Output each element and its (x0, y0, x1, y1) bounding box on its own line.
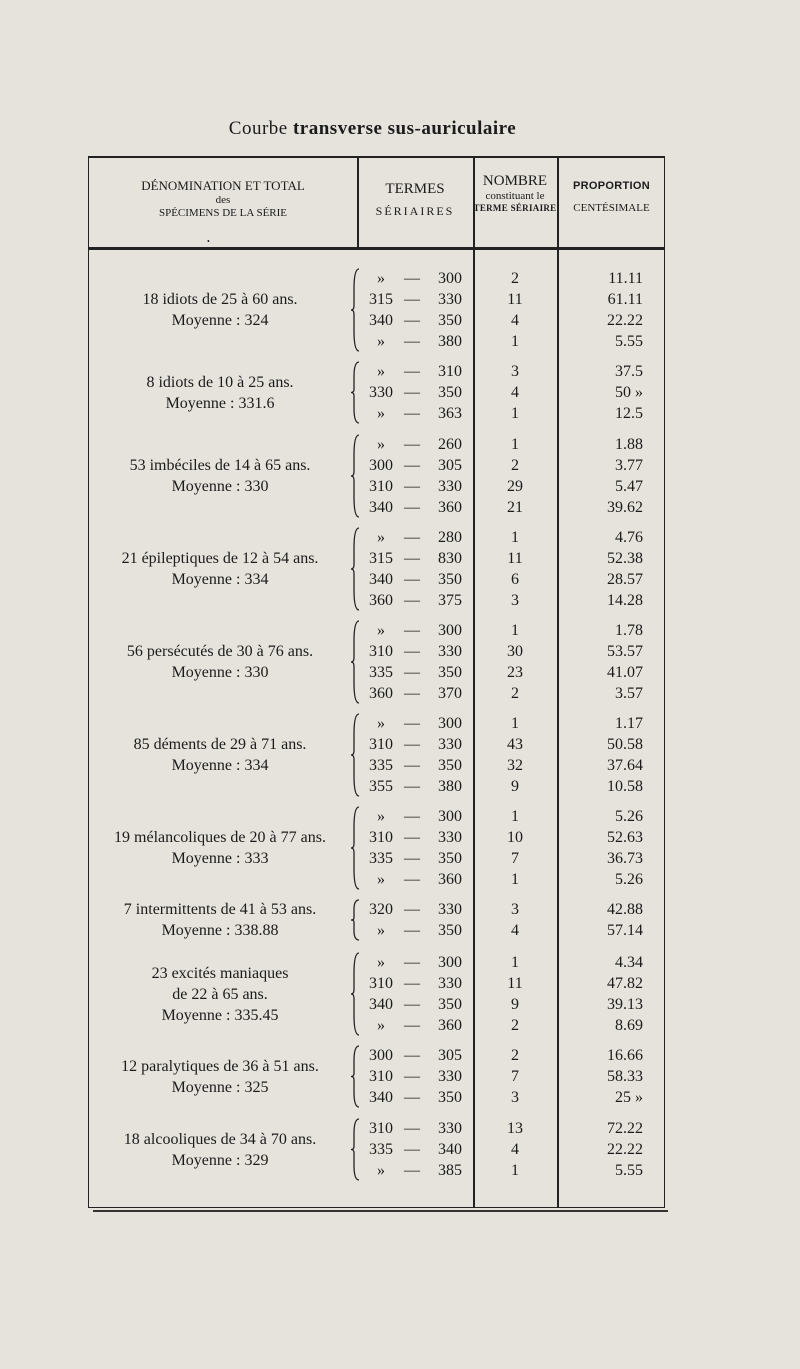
term-start: 310 (369, 1120, 393, 1137)
table-row (89, 755, 664, 776)
term-start: » (377, 363, 385, 380)
term-end: 330 (438, 975, 462, 992)
term-start: » (377, 808, 385, 825)
percent-value: 14.28 (607, 592, 643, 609)
group-name: 23 excités maniaques (151, 964, 289, 982)
group-moyenne: Moyenne : 334 (171, 571, 269, 588)
term-start: » (377, 436, 385, 453)
count-value: 1 (511, 871, 519, 888)
table-row (89, 734, 664, 755)
range-dash: — (404, 736, 420, 753)
range-dash: — (404, 529, 420, 546)
count-value: 9 (511, 778, 519, 795)
table-row (89, 869, 664, 890)
term-end: 350 (438, 922, 462, 939)
table-header (89, 158, 664, 250)
count-value: 3 (511, 363, 519, 380)
term-start: 355 (369, 778, 393, 795)
percent-value: 22.22 (607, 312, 643, 329)
range-dash: — (404, 405, 420, 422)
term-end: 330 (438, 478, 462, 495)
group-name: 53 imbéciles de 14 à 65 ans. (129, 457, 311, 474)
count-value: 4 (511, 384, 519, 401)
table-row (89, 806, 664, 827)
range-dash: — (404, 664, 420, 681)
term-end: 330 (438, 901, 462, 918)
range-dash: — (404, 622, 420, 639)
table-row (89, 289, 664, 310)
range-dash: — (404, 757, 420, 774)
count-value: 2 (511, 1017, 519, 1034)
table-row (89, 973, 664, 994)
table-row (89, 1139, 664, 1160)
term-start: 335 (369, 1141, 393, 1158)
range-dash: — (404, 954, 420, 971)
table-row (89, 848, 664, 869)
table-row (89, 1066, 664, 1087)
count-value: 1 (511, 405, 519, 422)
count-value: 1 (511, 808, 519, 825)
term-start: 300 (369, 457, 393, 474)
percent-value: 37.5 (615, 363, 643, 380)
term-end: 305 (438, 1047, 462, 1064)
count-value: 11 (507, 550, 523, 567)
count-value: 3 (511, 592, 519, 609)
term-start: 340 (369, 571, 393, 588)
range-dash: — (404, 996, 420, 1013)
table-row (89, 527, 664, 548)
group-name: 19 mélancoliques de 20 à 77 ans. (114, 829, 326, 846)
term-end: 300 (438, 622, 462, 639)
percent-value: 5.47 (615, 478, 643, 495)
range-dash: — (404, 778, 420, 795)
group-moyenne: Moyenne : 338.88 (161, 922, 279, 939)
term-end: 380 (438, 333, 462, 350)
percent-value: 39.62 (607, 499, 643, 516)
term-start: » (377, 1162, 385, 1179)
table-row (89, 1015, 664, 1036)
table-row (89, 331, 664, 352)
range-dash: — (404, 975, 420, 992)
percent-value: 1.88 (615, 436, 643, 453)
range-dash: — (404, 922, 420, 939)
count-value: 23 (507, 664, 523, 681)
percent-value: 8.69 (615, 1017, 643, 1034)
range-dash: — (404, 499, 420, 516)
term-end: 340 (438, 1141, 462, 1158)
title-word-courbe: Courbe (228, 118, 288, 139)
count-value: 2 (511, 270, 519, 287)
range-dash: — (404, 478, 420, 495)
term-start: » (377, 405, 385, 422)
percent-value: 5.55 (615, 333, 643, 350)
table-row (89, 952, 664, 973)
term-end: 380 (438, 778, 462, 795)
table-row (89, 361, 664, 382)
term-end: 350 (438, 312, 462, 329)
count-value: 1 (511, 529, 519, 546)
table-row (89, 1087, 664, 1108)
group-name: 56 persécutés de 30 à 76 ans. (126, 643, 314, 660)
term-end: 363 (438, 405, 462, 422)
range-dash: — (404, 1017, 420, 1034)
term-end: 385 (438, 1162, 462, 1179)
data-table (88, 156, 665, 1208)
range-dash: — (404, 1089, 420, 1106)
table-row (89, 590, 664, 611)
header-col1-line1: DÉNOMINATION ET TOTAL (141, 178, 305, 193)
table-row (89, 920, 664, 941)
range-dash: — (404, 384, 420, 401)
term-start: 310 (369, 829, 393, 846)
percent-value: 4.34 (615, 954, 643, 971)
percent-value: 3.57 (615, 685, 643, 702)
range-dash: — (404, 457, 420, 474)
count-value: 4 (511, 312, 519, 329)
count-value: 4 (511, 1141, 519, 1158)
percent-value: 50 » (615, 384, 643, 401)
header-dot: • (207, 237, 210, 246)
term-end: 330 (438, 643, 462, 660)
group-moyenne: Moyenne : 329 (171, 1151, 269, 1169)
term-start: 340 (369, 312, 393, 329)
count-value: 3 (511, 1089, 519, 1106)
header-col1-line2: des (215, 193, 231, 206)
term-end: 330 (438, 1120, 462, 1137)
count-value: 43 (507, 736, 523, 753)
term-end: 350 (438, 1089, 462, 1106)
percent-value: 42.88 (607, 901, 643, 918)
percent-value: 36.73 (607, 850, 643, 867)
term-end: 330 (438, 736, 462, 753)
percent-value: 5.26 (615, 871, 643, 888)
table-row (89, 683, 664, 704)
header-proportion (557, 180, 666, 215)
percent-value: 47.82 (607, 975, 643, 992)
count-value: 1 (511, 436, 519, 453)
group-name: 7 intermittents de 41 à 53 ans. (123, 901, 317, 918)
term-start: » (377, 622, 385, 639)
range-dash: — (404, 270, 420, 287)
term-end: 330 (438, 291, 462, 308)
table-row (89, 497, 664, 518)
percent-value: 57.14 (607, 922, 643, 939)
range-dash: — (404, 808, 420, 825)
range-dash: — (404, 901, 420, 918)
term-start: » (377, 871, 385, 888)
term-start: 315 (369, 291, 393, 308)
count-value: 30 (507, 643, 523, 660)
term-start: » (377, 1017, 385, 1034)
percent-value: 10.58 (607, 778, 643, 795)
term-end: 350 (438, 664, 462, 681)
group-name: 8 idiots de 10 à 25 ans. (146, 373, 294, 391)
group-name: 85 déments de 29 à 71 ans. (133, 736, 307, 753)
percent-value: 28.57 (607, 571, 643, 588)
count-value: 11 (507, 291, 523, 308)
header-denomination (89, 178, 357, 220)
range-dash: — (404, 571, 420, 588)
term-end: 300 (438, 270, 462, 287)
table-row (89, 382, 664, 403)
term-end: 360 (438, 871, 462, 888)
term-start: » (377, 270, 385, 287)
term-end: 360 (438, 499, 462, 516)
percent-value: 1.78 (615, 622, 643, 639)
term-end: 300 (438, 715, 462, 732)
range-dash: — (404, 1120, 420, 1137)
count-value: 9 (511, 996, 519, 1013)
group-moyenne: Moyenne : 331.6 (165, 394, 275, 412)
group-name-line2: de 22 à 65 ans. (172, 985, 268, 1003)
count-value: 7 (511, 1068, 519, 1085)
term-end: 370 (438, 685, 462, 702)
percent-value: 22.22 (607, 1141, 643, 1158)
title-rest: transverse sus-auriculaire (292, 118, 517, 139)
count-value: 4 (511, 922, 519, 939)
group-moyenne: Moyenne : 330 (171, 664, 269, 681)
count-value: 6 (511, 571, 519, 588)
range-dash: — (404, 333, 420, 350)
percent-value: 4.76 (615, 529, 643, 546)
table-row (89, 1045, 664, 1066)
range-dash: — (404, 1141, 420, 1158)
term-start: » (377, 922, 385, 939)
term-start: » (377, 333, 385, 350)
table-row (89, 455, 664, 476)
group-name: 18 alcooliques de 34 à 70 ans. (123, 1130, 317, 1148)
count-value: 10 (507, 829, 523, 846)
count-value: 32 (507, 757, 523, 774)
header-col4-line2: CENTÉSIMALE (573, 202, 650, 215)
percent-value: 53.57 (607, 643, 643, 660)
term-end: 350 (438, 384, 462, 401)
percent-value: 37.64 (607, 757, 643, 774)
table-row (89, 994, 664, 1015)
header-col4-line1: PROPORTION (573, 180, 650, 192)
count-value: 13 (507, 1120, 523, 1137)
count-value: 7 (511, 850, 519, 867)
percent-value: 5.55 (615, 1162, 643, 1179)
count-value: 1 (511, 622, 519, 639)
table-row (89, 713, 664, 734)
table-row (89, 1160, 664, 1181)
range-dash: — (404, 715, 420, 732)
percent-value: 52.38 (607, 550, 643, 567)
table-row (89, 899, 664, 920)
range-dash: — (404, 592, 420, 609)
percent-value: 12.5 (615, 405, 643, 422)
term-start: 310 (369, 1068, 393, 1085)
percent-value: 72.22 (607, 1120, 643, 1137)
term-start: » (377, 529, 385, 546)
percent-value: 39.13 (607, 996, 643, 1013)
group-moyenne: Moyenne : 334 (171, 757, 269, 774)
header-col3-line3: TERME SÉRIAIRE (473, 203, 557, 214)
group-moyenne: Moyenne : 335.45 (161, 1006, 279, 1024)
header-col1-line3: SPÉCIMENS DE LA SÉRIE (158, 206, 288, 219)
term-end: 350 (438, 757, 462, 774)
range-dash: — (404, 436, 420, 453)
term-start: 320 (369, 901, 393, 918)
header-col3-line2: constituant le (485, 190, 545, 202)
term-start: 300 (369, 1047, 393, 1064)
header-nombre (473, 172, 557, 214)
count-value: 1 (511, 333, 519, 350)
count-value: 1 (511, 1162, 519, 1179)
count-value: 3 (511, 901, 519, 918)
term-end: 305 (438, 457, 462, 474)
group-name: 18 idiots de 25 à 60 ans. (142, 291, 298, 308)
term-end: 280 (438, 529, 462, 546)
range-dash: — (404, 363, 420, 380)
percent-value: 50.58 (607, 736, 643, 753)
percent-value: 3.77 (615, 457, 643, 474)
header-termes (357, 180, 473, 218)
table-row (89, 662, 664, 683)
term-end: 350 (438, 996, 462, 1013)
range-dash: — (404, 643, 420, 660)
term-end: 260 (438, 436, 462, 453)
group-name: 12 paralytiques de 36 à 51 ans. (121, 1057, 319, 1075)
range-dash: — (404, 550, 420, 567)
range-dash: — (404, 871, 420, 888)
term-start: 315 (369, 550, 393, 567)
term-start: 360 (369, 592, 393, 609)
term-end: 300 (438, 808, 462, 825)
group-moyenne: Moyenne : 325 (171, 1078, 269, 1096)
range-dash: — (404, 1068, 420, 1085)
count-value: 21 (507, 499, 523, 516)
table-row (89, 620, 664, 641)
group-moyenne: Moyenne : 330 (171, 478, 269, 495)
table-row (89, 1118, 664, 1139)
range-dash: — (404, 312, 420, 329)
term-end: 330 (438, 1068, 462, 1085)
table-row (89, 434, 664, 455)
percent-value: 61.11 (607, 291, 643, 308)
header-col2-line2: SÉRIAIRES (375, 204, 455, 218)
table-row (89, 310, 664, 331)
group-moyenne: Moyenne : 324 (171, 312, 269, 329)
term-start: 340 (369, 996, 393, 1013)
range-dash: — (404, 685, 420, 702)
header-col3-line1: NOMBRE (482, 173, 548, 189)
count-value: 2 (511, 685, 519, 702)
term-end: 375 (438, 592, 462, 609)
term-end: 300 (438, 954, 462, 971)
term-start: 310 (369, 643, 393, 660)
group-name: 21 épileptiques de 12 à 54 ans. (121, 550, 319, 567)
term-start: 310 (369, 736, 393, 753)
percent-value: 58.33 (607, 1068, 643, 1085)
count-value: 2 (511, 1047, 519, 1064)
term-start: 340 (369, 499, 393, 516)
term-start: 310 (369, 975, 393, 992)
table-row (89, 548, 664, 569)
range-dash: — (404, 829, 420, 846)
table-row (89, 776, 664, 797)
table-row (89, 827, 664, 848)
range-dash: — (404, 1162, 420, 1179)
percent-value: 5.26 (615, 808, 643, 825)
group-moyenne: Moyenne : 333 (171, 850, 269, 867)
term-start: » (377, 715, 385, 732)
percent-value: 1.17 (615, 715, 643, 732)
term-start: 330 (369, 384, 393, 401)
count-value: 1 (511, 715, 519, 732)
range-dash: — (404, 850, 420, 867)
table-row (89, 476, 664, 497)
range-dash: — (404, 291, 420, 308)
percent-value: 41.07 (607, 664, 643, 681)
term-start: 310 (369, 478, 393, 495)
term-end: 830 (438, 550, 462, 567)
count-value: 2 (511, 457, 519, 474)
page-title (0, 118, 745, 140)
term-end: 310 (438, 363, 462, 380)
term-start: 335 (369, 850, 393, 867)
percent-value: 52.63 (607, 829, 643, 846)
term-start: » (377, 954, 385, 971)
percent-value: 16.66 (607, 1047, 643, 1064)
percent-value: 11.11 (608, 270, 643, 287)
count-value: 29 (507, 478, 523, 495)
count-value: 11 (507, 975, 523, 992)
range-dash: — (404, 1047, 420, 1064)
term-start: 335 (369, 757, 393, 774)
table-row (89, 569, 664, 590)
term-end: 360 (438, 1017, 462, 1034)
count-value: 1 (511, 954, 519, 971)
term-start: 360 (369, 685, 393, 702)
percent-value: 25 » (615, 1089, 643, 1106)
table-row (89, 403, 664, 424)
table-row (89, 641, 664, 662)
term-start: 340 (369, 1089, 393, 1106)
term-end: 350 (438, 850, 462, 867)
table-row (89, 268, 664, 289)
term-end: 330 (438, 829, 462, 846)
header-col2-line1: TERMES (385, 181, 445, 197)
term-end: 350 (438, 571, 462, 588)
term-start: 335 (369, 664, 393, 681)
